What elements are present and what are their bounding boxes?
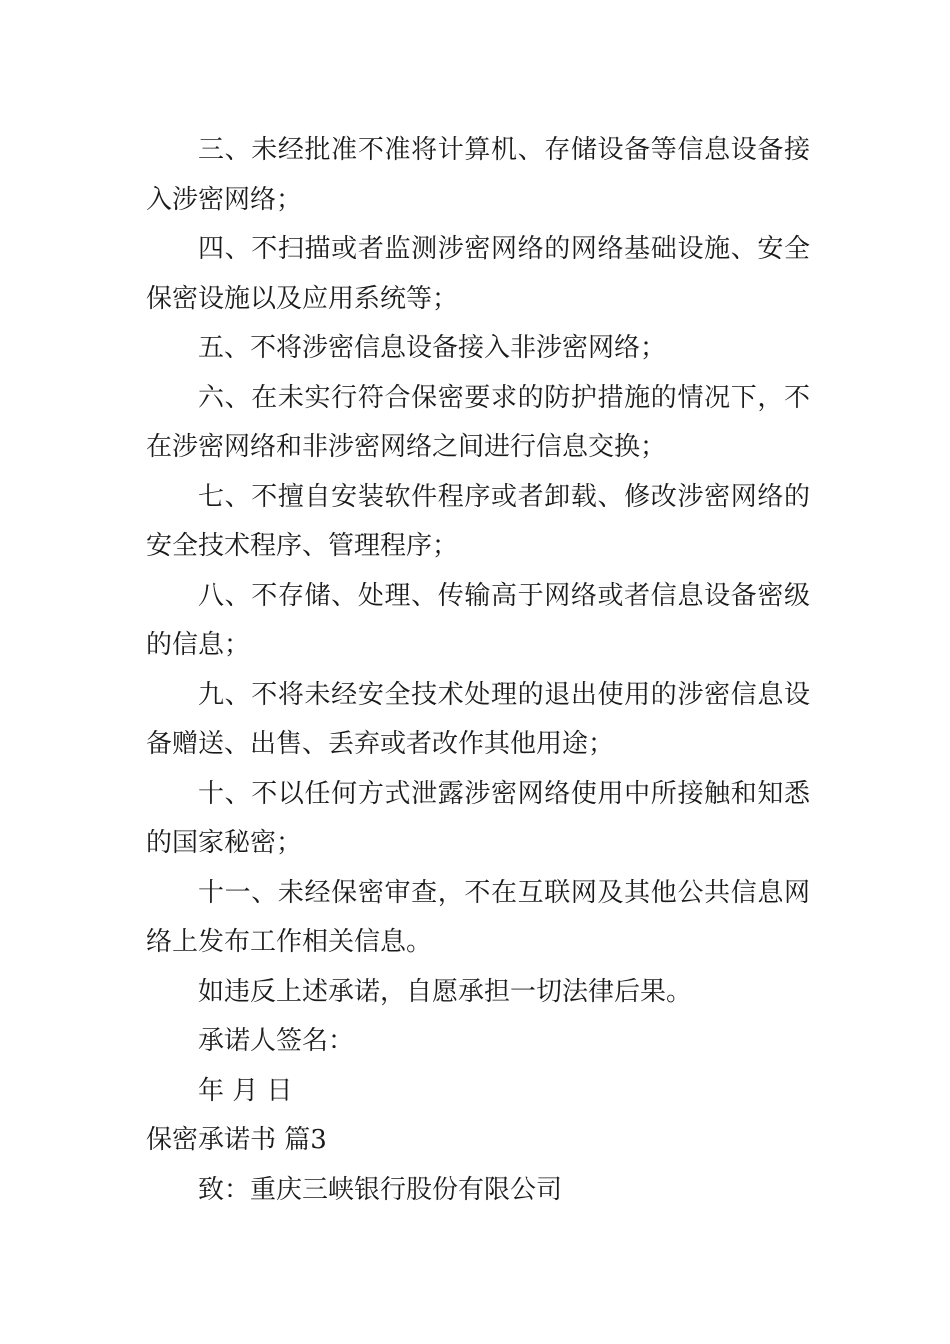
clause-7: 七、不擅自安装软件程序或者卸载、修改涉密网络的安全技术程序、管理程序； bbox=[146, 481, 810, 561]
clause-3: 三、未经批准不准将计算机、存储设备等信息设备接入涉密网络； bbox=[146, 135, 810, 215]
date-line: 年 月 日 bbox=[198, 1075, 293, 1106]
clause-11: 十一、未经保密审查，不在互联网及其他公共信息网络上发布工作相关信息。 bbox=[146, 877, 810, 957]
clause-8: 八、不存储、处理、传输高于网络或者信息设备密级的信息； bbox=[146, 580, 810, 660]
document-body bbox=[146, 126, 810, 1215]
clause-4: 四、不扫描或者监测涉密网络的网络基础设施、安全保密设施以及应用系统等； bbox=[146, 234, 810, 314]
clause-6: 六、在未实行符合保密要求的防护措施的情况下，不在涉密网络和非涉密网络之间进行信息交换； bbox=[146, 382, 810, 462]
clause-10: 十、不以任何方式泄露涉密网络使用中所接触和知悉的国家秘密； bbox=[146, 778, 810, 858]
clause-5: 五、不将涉密信息设备接入非涉密网络； bbox=[198, 333, 667, 363]
consequence-statement: 如违反上述承诺，自愿承担一切法律后果。 bbox=[198, 976, 693, 1007]
signature-line: 承诺人签名： bbox=[198, 1026, 355, 1056]
clause-9: 九、不将未经安全技术处理的退出使用的涉密信息设备赠送、出售、丢弃或者改作其他用途； bbox=[146, 679, 810, 759]
addressee: 致：重庆三峡银行股份有限公司 bbox=[198, 1174, 563, 1205]
section-heading: 保密承诺书 篇3 bbox=[146, 1125, 327, 1155]
